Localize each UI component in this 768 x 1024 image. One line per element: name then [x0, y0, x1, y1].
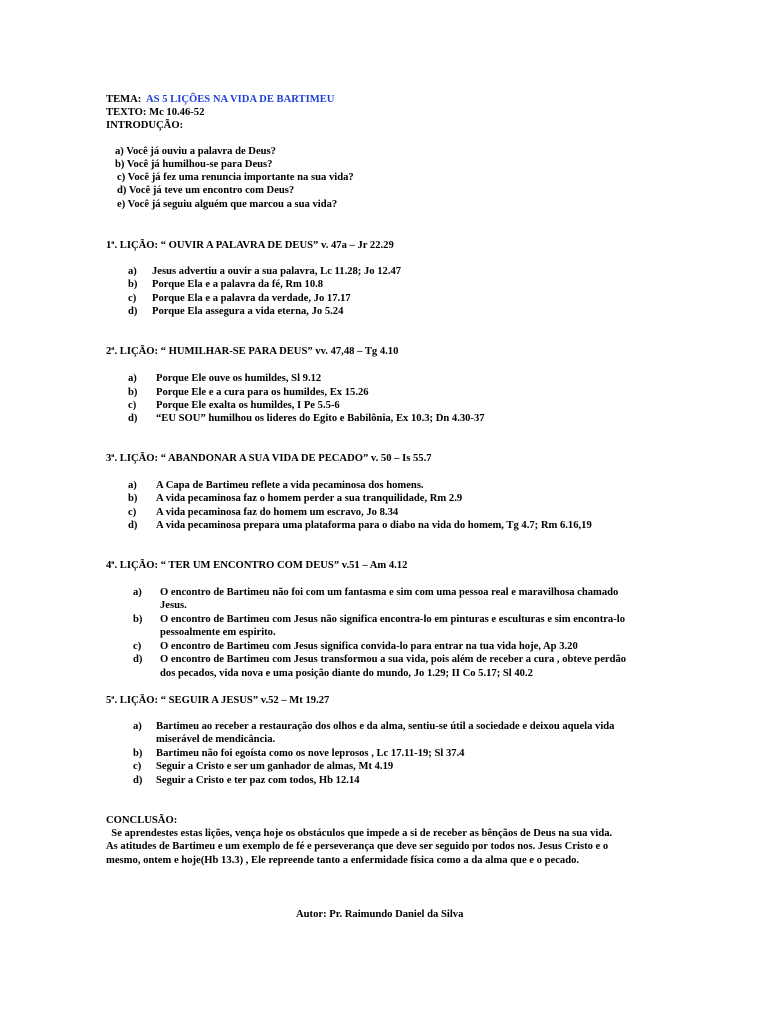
lesson-item-text: O encontro de Bartimeu com Jesus não significa encontra-lo em pinturas e esculturas e sim encontra-lo — [160, 614, 625, 625]
lesson-title: 3ª. LIÇÃO: “ ABANDONAR A SUA VIDA DE PECADO” v. 50 – Is 55.7 — [106, 453, 432, 464]
lesson-item-label: a) — [133, 721, 142, 732]
lesson-item-text: A vida pecaminosa faz do homem um escravo, Jo 8.34 — [156, 507, 399, 518]
lesson-item-text: Bartimeu não foi egoísta como os nove leprosos , Lc 17.11-19; Sl 37.4 — [156, 748, 465, 759]
lesson-item-text: Seguir a Cristo e ter paz com todos, Hb 12.14 — [156, 775, 360, 786]
lesson-item-label: b) — [128, 279, 138, 290]
conclusion-line: As atitudes de Bartimeu e um exemplo de fé e perseverança que deve ser seguido por todos nos. Jesus Cristo e o — [106, 841, 609, 852]
conclusion-line: Se aprendestes estas lições, vença hoje os obstáculos que impede a si de receber as bênçãos de Deus na sua vida. — [106, 828, 613, 839]
lesson-item-text-cont: pessoalmente em espirito. — [160, 627, 276, 638]
lesson-item-label: a) — [133, 587, 142, 598]
lesson-item-label: c) — [128, 293, 137, 304]
author-signature: Autor: Pr. Raimundo Daniel da Silva — [296, 909, 464, 920]
lesson-item-label: c) — [133, 641, 142, 652]
lesson-item-text: Seguir a Cristo e ser um ganhador de almas, Mt 4.19 — [156, 761, 394, 772]
lesson-item-text: Porque Ela e a palavra da fé, Rm 10.8 — [152, 279, 324, 290]
lesson-item-text: Bartimeu ao receber a restauração dos olhos e da alma, sentiu-se útil a sociedade e deixou aquela vida — [156, 721, 615, 732]
lesson-item-label: a) — [128, 266, 137, 277]
lesson-item-text: Porque Ele e a cura para os humildes, Ex 15.26 — [156, 387, 369, 398]
lesson-item-text: Porque Ele exalta os humildes, I Pe 5.5-6 — [156, 400, 340, 411]
texto-line: TEXTO: Mc 10.46-52 — [106, 107, 205, 118]
lesson-item-label: d) — [133, 775, 143, 786]
lesson-title: 5ª. LIÇÃO: “ SEGUIR A JESUS” v.52 – Mt 19.27 — [106, 695, 330, 706]
lesson-item-text: A Capa de Bartimeu reflete a vida pecaminosa dos homens. — [156, 480, 424, 491]
intro-question: d) Você já teve um encontro com Deus? — [117, 185, 295, 196]
introducao-heading: INTRODUÇÃO: — [106, 120, 184, 131]
lesson-item-label: b) — [128, 493, 138, 504]
lesson-item-label: c) — [128, 400, 137, 411]
conclusion-heading: CONCLUSÃO: — [106, 815, 178, 826]
lesson-item-label: d) — [133, 654, 143, 665]
lesson-item-text: A vida pecaminosa prepara uma plataforma para o diabo na vida do homem, Tg 4.7; Rm 6.16,19 — [156, 520, 592, 531]
intro-question: e) Você já seguiu alguém que marcou a sua vida? — [117, 199, 338, 210]
lesson-item-label: c) — [128, 507, 137, 518]
lesson-item-text-cont: dos pecados, vida nova e uma posição diante do mundo, Jo 1.29; II Co 5.17; Sl 40.2 — [160, 668, 533, 679]
lesson-title: 1ª. LIÇÃO: “ OUVIR A PALAVRA DE DEUS” v. 47a – Jr 22.29 — [106, 240, 394, 251]
lesson-item-text-cont: Jesus. — [160, 600, 187, 611]
tema-label: TEMA: — [106, 94, 142, 105]
lesson-item-label: b) — [133, 614, 143, 625]
lesson-item-text: Porque Ela e a palavra da verdade, Jo 17.17 — [152, 293, 351, 304]
lesson-item-text: Jesus advertiu a ouvir a sua palavra, Lc 11.28; Jo 12.47 — [152, 266, 402, 277]
lesson-item-text: O encontro de Bartimeu com Jesus significa convida-lo para entrar na tua vida hoje, Ap 3.20 — [160, 641, 578, 652]
lesson-item-label: b) — [128, 387, 138, 398]
lesson-item-label: d) — [128, 413, 138, 424]
lesson-item-text: Porque Ele ouve os humildes, Sl 9.12 — [156, 373, 322, 384]
lesson-item-label: c) — [133, 761, 142, 772]
lesson-item-text: A vida pecaminosa faz o homem perder a sua tranquilidade, Rm 2.9 — [156, 493, 463, 504]
lesson-item-label: a) — [128, 480, 137, 491]
lesson-item-text: O encontro de Bartimeu com Jesus transformou a sua vida, pois além de receber a cura , obteve perdão — [160, 654, 627, 665]
lesson-item-label: b) — [133, 748, 143, 759]
lesson-title: 4ª. LIÇÃO: “ TER UM ENCONTRO COM DEUS” v.51 – Am 4.12 — [106, 560, 408, 571]
lesson-item-label: a) — [128, 373, 137, 384]
lesson-item-label: d) — [128, 306, 138, 317]
lesson-item-label: d) — [128, 520, 138, 531]
intro-question: b) Você já humilhou-se para Deus? — [115, 159, 273, 170]
lesson-item-text-cont: miserável de mendicância. — [156, 734, 276, 745]
lesson-item-text: Porque Ela assegura a vida eterna, Jo 5.24 — [152, 306, 344, 317]
lesson-item-text: O encontro de Bartimeu não foi com um fantasma e sim com uma pessoa real e maravilhosa chamado — [160, 587, 619, 598]
tema-title: AS 5 LIÇÕES NA VIDA DE BARTIMEU — [146, 94, 335, 105]
intro-question: c) Você já fez uma renuncia importante na sua vida? — [117, 172, 354, 183]
lesson-item-text: “EU SOU” humilhou os lideres do Egito e Babilônia, Ex 10.3; Dn 4.30-37 — [156, 413, 485, 424]
lesson-title: 2ª. LIÇÃO: “ HUMILHAR-SE PARA DEUS” vv. 47,48 – Tg 4.10 — [106, 346, 399, 357]
tema-line — [106, 93, 334, 106]
conclusion-line: mesmo, ontem e hoje(Hb 13.3) , Ele repreende tanto a enfermidade física como a da alma que e o pecado. — [106, 855, 580, 866]
intro-question: a) Você já ouviu a palavra de Deus? — [115, 146, 276, 157]
